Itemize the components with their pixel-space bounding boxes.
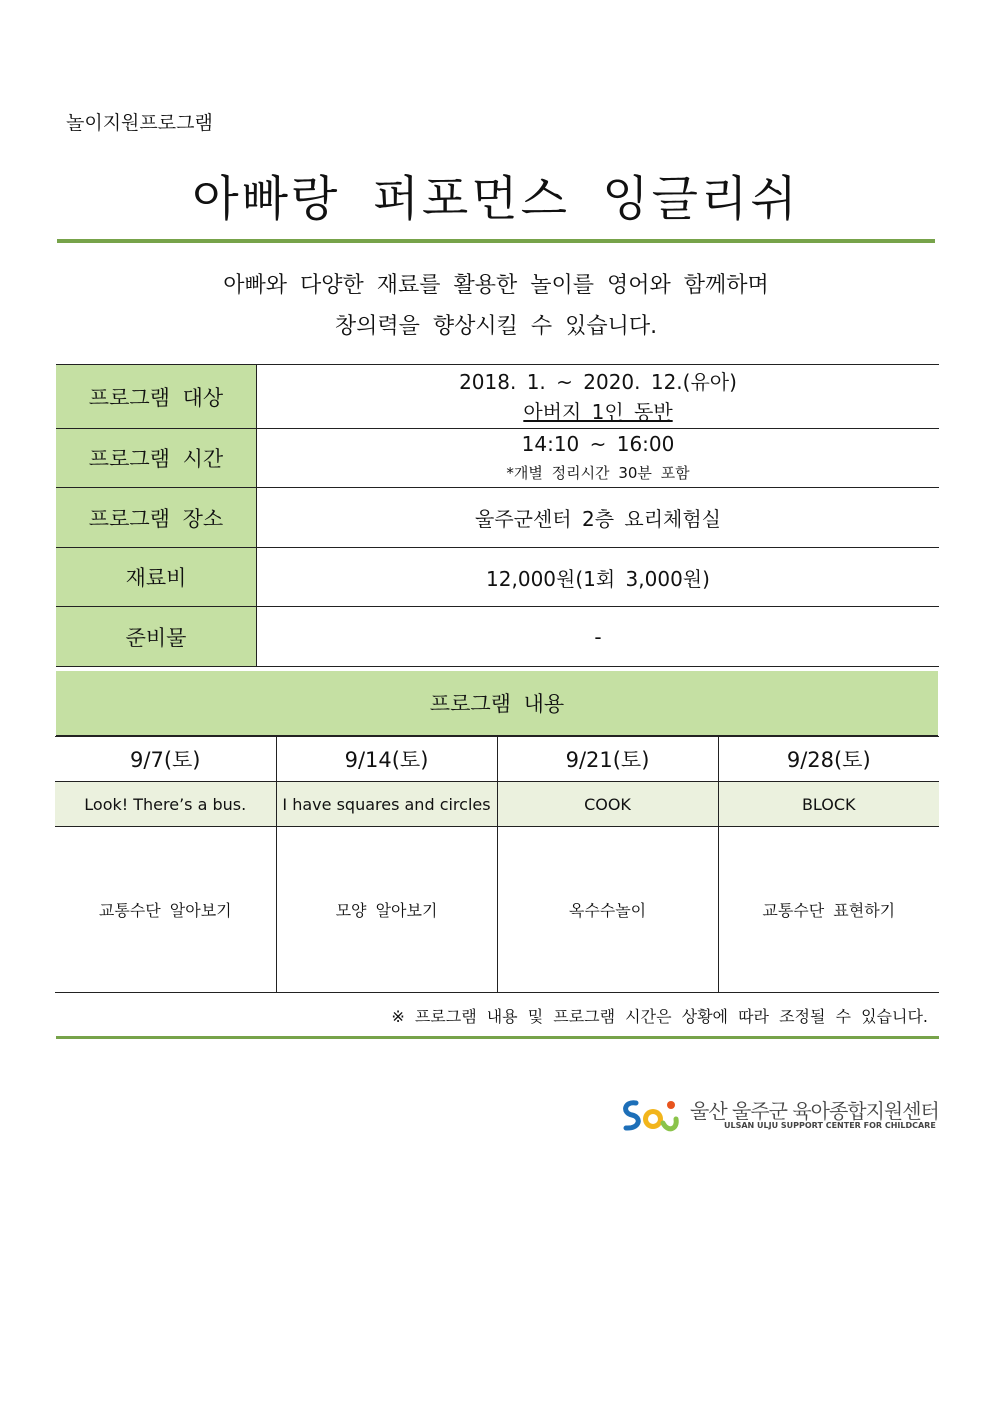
session-activity: 교통수단 표현하기 [718, 827, 939, 993]
session-date: 9/21(토) [497, 737, 718, 782]
info-row-fee [56, 548, 939, 607]
target-companion: 아버지 1인 동반 [523, 399, 673, 424]
session-activity: 옥수수놀이 [497, 827, 718, 993]
session-activity: 모양 알아보기 [276, 827, 497, 993]
session-date: 9/7(토) [55, 737, 276, 782]
fee-label: 재료비 [56, 548, 257, 607]
bottom-divider [56, 1036, 939, 1039]
title-divider [57, 239, 935, 243]
time-label: 프로그램 시간 [56, 429, 257, 488]
center-logo-icon [620, 1095, 680, 1137]
time-value: 14:10 ~ 16:00 [521, 432, 675, 456]
schedule-table [55, 736, 939, 993]
logo-korean-text: 울산 울주군 육아종합지원센터 [690, 1099, 939, 1123]
target-age-range: 2018. 1. ~ 2020. 12.(유아) [459, 369, 737, 394]
info-row-place [56, 488, 939, 548]
session-topic: Look! There’s a bus. [55, 782, 276, 827]
fee-value: 12,000원(1회 3,000원) [257, 548, 940, 607]
session-date: 9/28(토) [718, 737, 939, 782]
prep-label: 준비물 [56, 607, 257, 667]
info-row-target [56, 365, 939, 429]
description-line-2: 창의력을 향상시킬 수 있습니다. [334, 314, 658, 339]
info-row-time [56, 429, 939, 488]
logo-english-text: ULSAN ULJU SUPPORT CENTER FOR CHILDCARE [724, 1121, 936, 1130]
schedule-dates-row [55, 737, 939, 782]
schedule-activities-row [55, 827, 939, 993]
session-topic: I have squares and circles [276, 782, 497, 827]
program-info-table [56, 364, 939, 667]
time-note: *개별 정리시간 30분 포함 [506, 464, 690, 482]
target-value [257, 365, 940, 429]
session-topic: BLOCK [718, 782, 939, 827]
session-date: 9/14(토) [276, 737, 497, 782]
content-header: 프로그램 내용 [56, 671, 938, 736]
target-label: 프로그램 대상 [56, 365, 257, 429]
prep-value: - [257, 607, 940, 667]
center-logo [620, 1093, 939, 1138]
time-value-cell [257, 429, 940, 488]
session-activity: 교통수단 알아보기 [55, 827, 276, 993]
place-label: 프로그램 장소 [56, 488, 257, 548]
description-line-1: 아빠와 다양한 재료를 활용한 놀이를 영어와 함께하며 [223, 273, 769, 298]
session-topic: COOK [497, 782, 718, 827]
program-category: 놀이지원프로그램 [66, 112, 213, 134]
footnote: ※ 프로그램 내용 및 프로그램 시간은 상황에 따라 조정될 수 있습니다. [391, 1007, 928, 1026]
place-value: 울주군센터 2층 요리체험실 [257, 488, 940, 548]
info-row-prep [56, 607, 939, 667]
page-title: 아빠랑 퍼포먼스 잉글리쉬 [192, 171, 800, 227]
schedule-topics-row [55, 782, 939, 827]
